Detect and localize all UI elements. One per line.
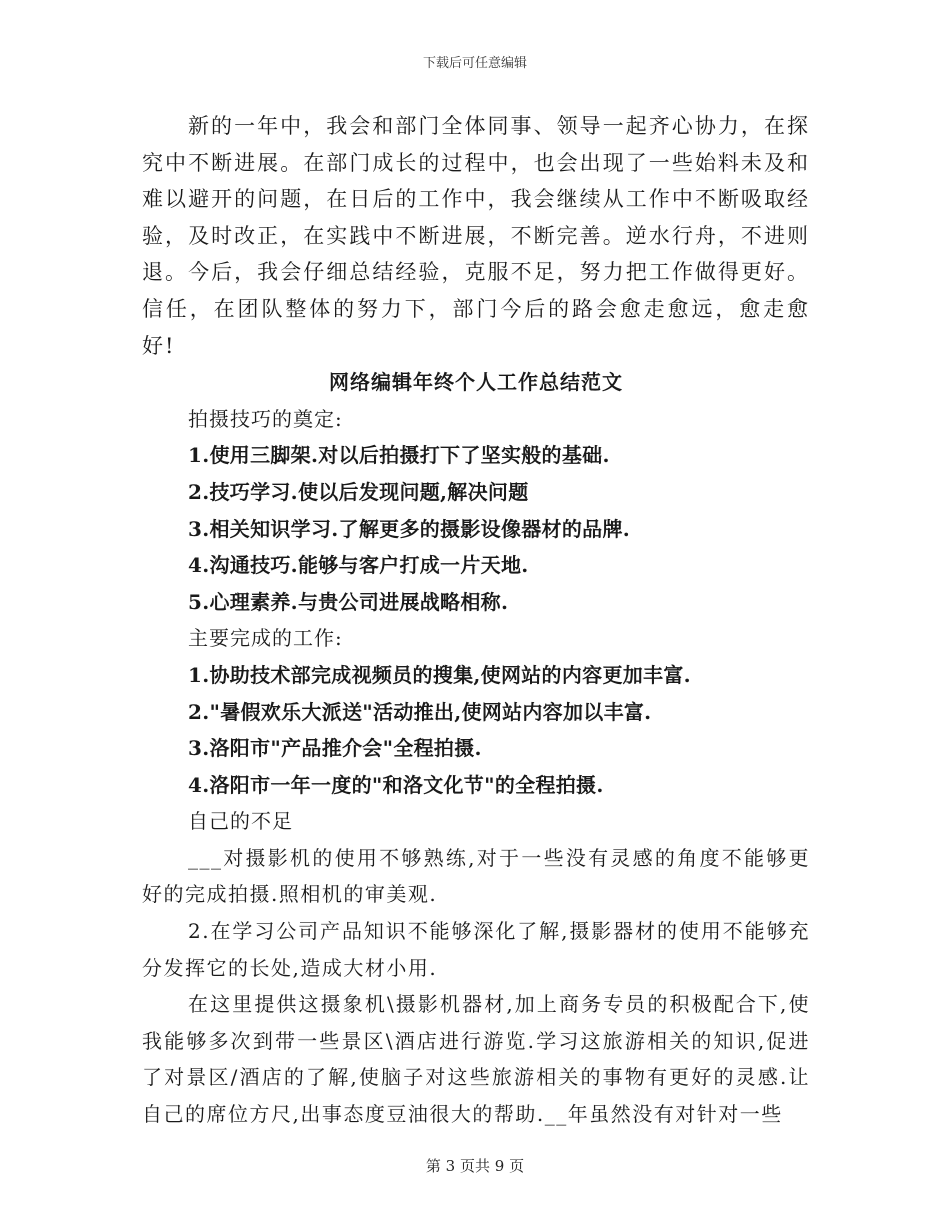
list-item: 3.相关知识学习.了解更多的摄影设像器材的品牌.	[188, 516, 631, 541]
list-item: 1.协助技术部完成视频员的搜集,使网站的内容更加丰富.	[188, 662, 691, 687]
list-item: 1.使用三脚架.对以后拍摄打下了坚实般的基础.	[188, 443, 610, 468]
section-heading-shortcomings: 自己的不足	[188, 809, 293, 834]
list-item: 2.技巧学习.使以后发现问题,解决问题	[188, 479, 529, 504]
section-heading-work: 主要完成的工作:	[188, 626, 343, 651]
list-item: 4.洛阳市一年一度的"和洛文化节"的全程拍摄.	[188, 772, 604, 797]
page-footer: 第 3 页共 9 页	[425, 1157, 525, 1175]
page-header: 下载后可任意编辑	[422, 56, 527, 71]
body-paragraph: 在这里提供这摄象机\摄影机器材,加上商务专员的积极配合下,使我能够多次到带一些景区\酒店进行游览.学习这旅游相关的知识,促进了对景区/酒店的了解,使脑子对这些旅游相关的事物有更好的灵感.让自己的席位方尺,出事态度豆油很大的帮助.__年虽然没有对针对一些	[142, 992, 810, 1127]
list-item: 4.沟通技巧.能够与客户打成一片天地.	[188, 553, 529, 578]
body-paragraph: 2.在学习公司产品知识不能够深化了解,摄影器材的使用不能够充分发挥它的长处,造成大材小用.	[142, 919, 810, 980]
list-item: 5.心理素养.与贵公司进展战略相称.	[188, 589, 509, 614]
document-body	[142, 108, 810, 1133]
list-item: 2."暑假欢乐大派送"活动推出,使网站内容加以丰富.	[188, 699, 652, 724]
document-title: 网络编辑年终个人工作总结范文	[329, 370, 623, 395]
intro-paragraph: 新的一年中，我会和部门全体同事、领导一起齐心协力，在探究中不断进展。在部门成长的过程中，也会出现了一些始料未及和难以避开的问题，在日后的工作中，我会继续从工作中不断吸取经验，及时改正，在实践中不断进展，不断完善。逆水行舟，不进则退。今后，我会仔细总结经验，克服不足，努力把工作做得更好。信任，在团队整体的努力下，部门今后的路会愈走愈远，愈走愈好!	[142, 114, 810, 358]
body-paragraph: ___对摄影机的使用不够熟练,对于一些没有灵感的角度不能够更好的完成拍摄.照相机的审美观.	[142, 845, 810, 907]
list-item: 3.洛阳市"产品推介会"全程拍摄.	[188, 736, 482, 761]
section-heading-skills: 拍摄技巧的奠定:	[188, 406, 343, 431]
